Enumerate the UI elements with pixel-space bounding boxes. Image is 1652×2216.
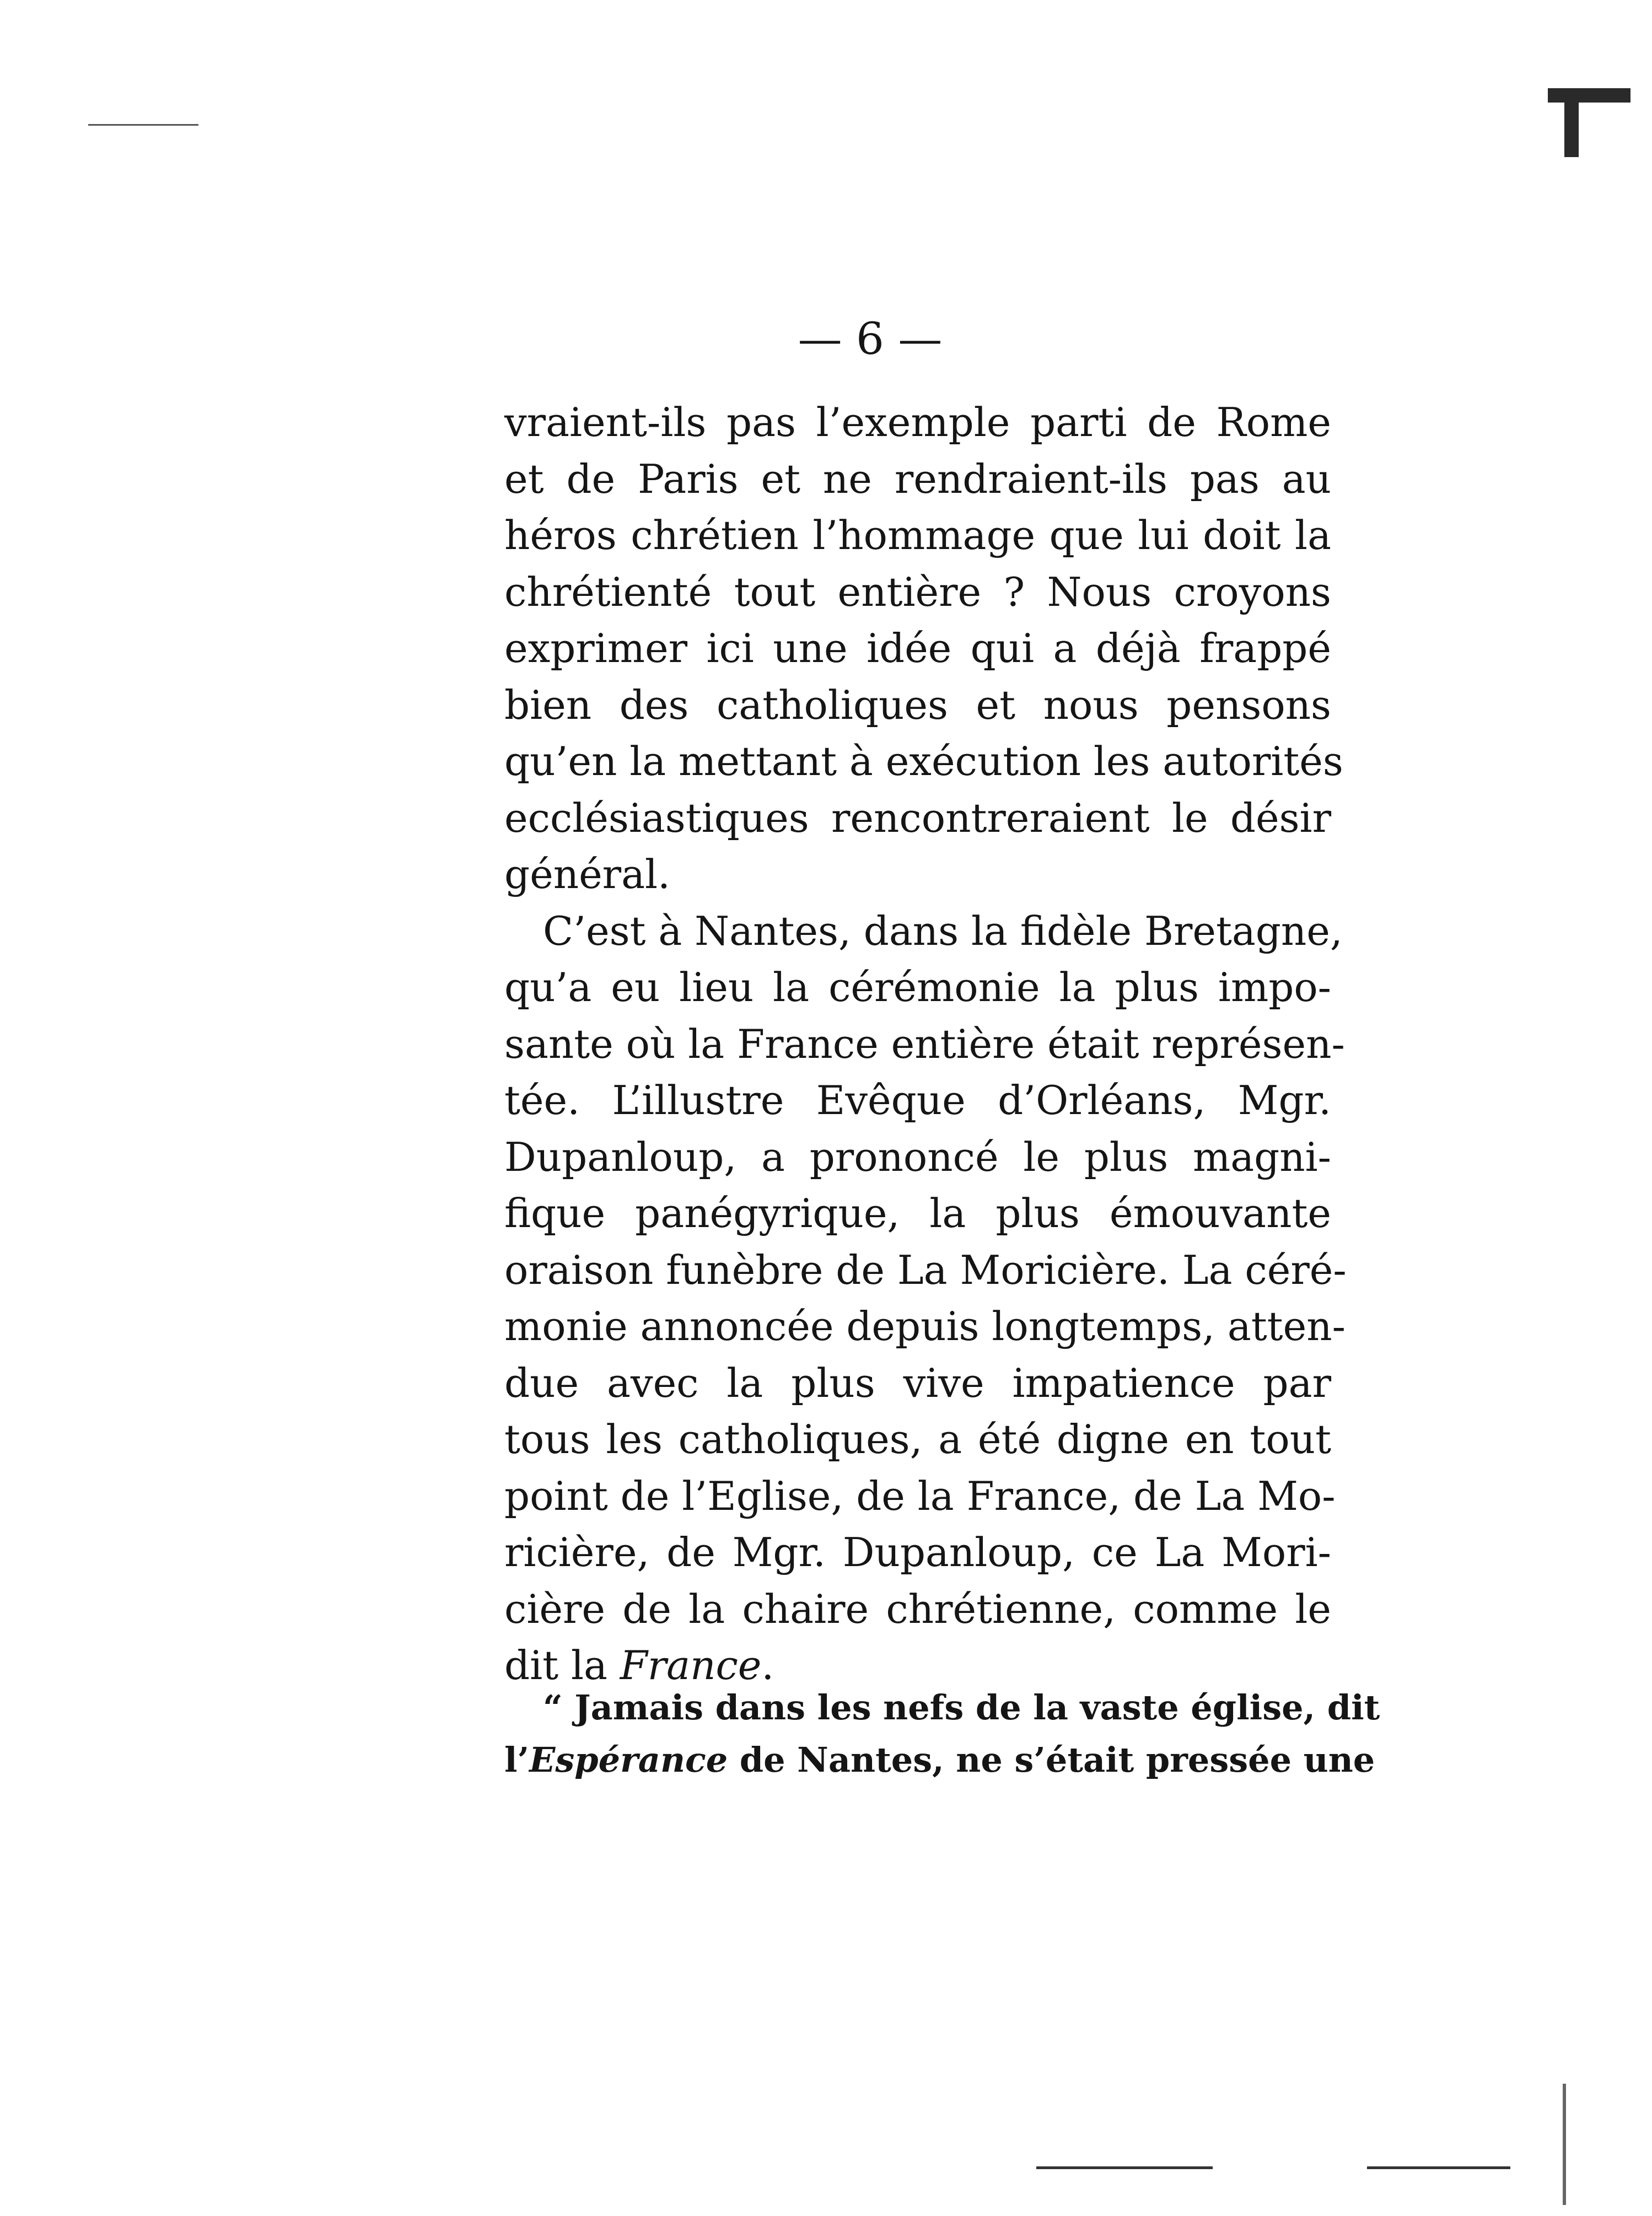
text-line: monie annoncée depuis longtemps, atten- <box>504 1303 1346 1349</box>
text-line: fique panégyrique, la plus émouvante <box>504 1190 1331 1236</box>
final-line-suffix: . <box>761 1642 774 1688</box>
quote-line2-italic: Espérance <box>529 1740 728 1780</box>
text-line: vraient-ils pas l’exemple parti de Rome <box>504 399 1331 445</box>
scan-artifact-bottom-right-edge <box>1563 2084 1566 2205</box>
quote-line2-prefix: l’ <box>504 1740 530 1780</box>
page-number: — 6 — <box>798 313 943 364</box>
quote-line <box>504 1734 1375 1786</box>
text-line: bien des catholiques et nous pensons <box>504 681 1331 728</box>
text-line: héros chrétien l’hommage que lui doit la <box>504 512 1331 558</box>
text-line: qu’a eu lieu la cérémonie la plus impo- <box>504 964 1331 1010</box>
text-line: sante où la France entière était représen- <box>504 1020 1345 1067</box>
quote-line: “ Jamais dans les nefs de la vaste église, dit <box>543 1687 1380 1728</box>
text-line: chrétienté tout entière ? Nous croyons <box>504 568 1331 615</box>
scan-artifact-bottom-line-2 <box>1367 2166 1510 2169</box>
text-line: exprimer ici une idée qui a déjà frappé <box>504 625 1331 671</box>
quote-text <box>504 1681 1380 1786</box>
scan-artifact-top-right-stem <box>1564 96 1579 157</box>
text-line: ricière, de Mgr. Dupanloup, ce La Mori- <box>504 1529 1331 1575</box>
text-line: tous les catholiques, a été digne en tout <box>504 1416 1331 1462</box>
text-line: et de Paris et ne rendraient-ils pas au <box>504 455 1331 502</box>
scan-artifact-top-right <box>1548 88 1631 103</box>
text-line: due avec la plus vive impatience par <box>504 1359 1331 1406</box>
text-line: C’est à Nantes, dans la fidèle Bretagne, <box>543 907 1343 954</box>
text-line: tée. L’illustre Evêque d’Orléans, Mgr. <box>504 1077 1331 1123</box>
text-line: Dupanloup, a prononcé le plus magni- <box>504 1133 1331 1180</box>
text-line: général. <box>504 851 670 897</box>
text-line: qu’en la mettant à exécution les autorités <box>504 738 1343 784</box>
scan-artifact-bottom-line-1 <box>1036 2166 1213 2169</box>
text-line: point de l’Eglise, de la France, de La Mo- <box>504 1472 1336 1519</box>
text-line: ecclésiastiques rencontreraient le désir <box>504 794 1331 841</box>
text-line: oraison funèbre de La Moricière. La céré- <box>504 1246 1347 1293</box>
scan-artifact-top-left-line <box>88 124 198 126</box>
body-text <box>504 394 1347 1694</box>
text-line: cière de la chaire chrétienne, comme le <box>504 1585 1331 1632</box>
quote-line2-suffix: de Nantes, ne s’était pressée une <box>728 1740 1375 1780</box>
final-line-italic: France <box>620 1642 762 1688</box>
final-line-prefix: dit la <box>504 1642 620 1688</box>
